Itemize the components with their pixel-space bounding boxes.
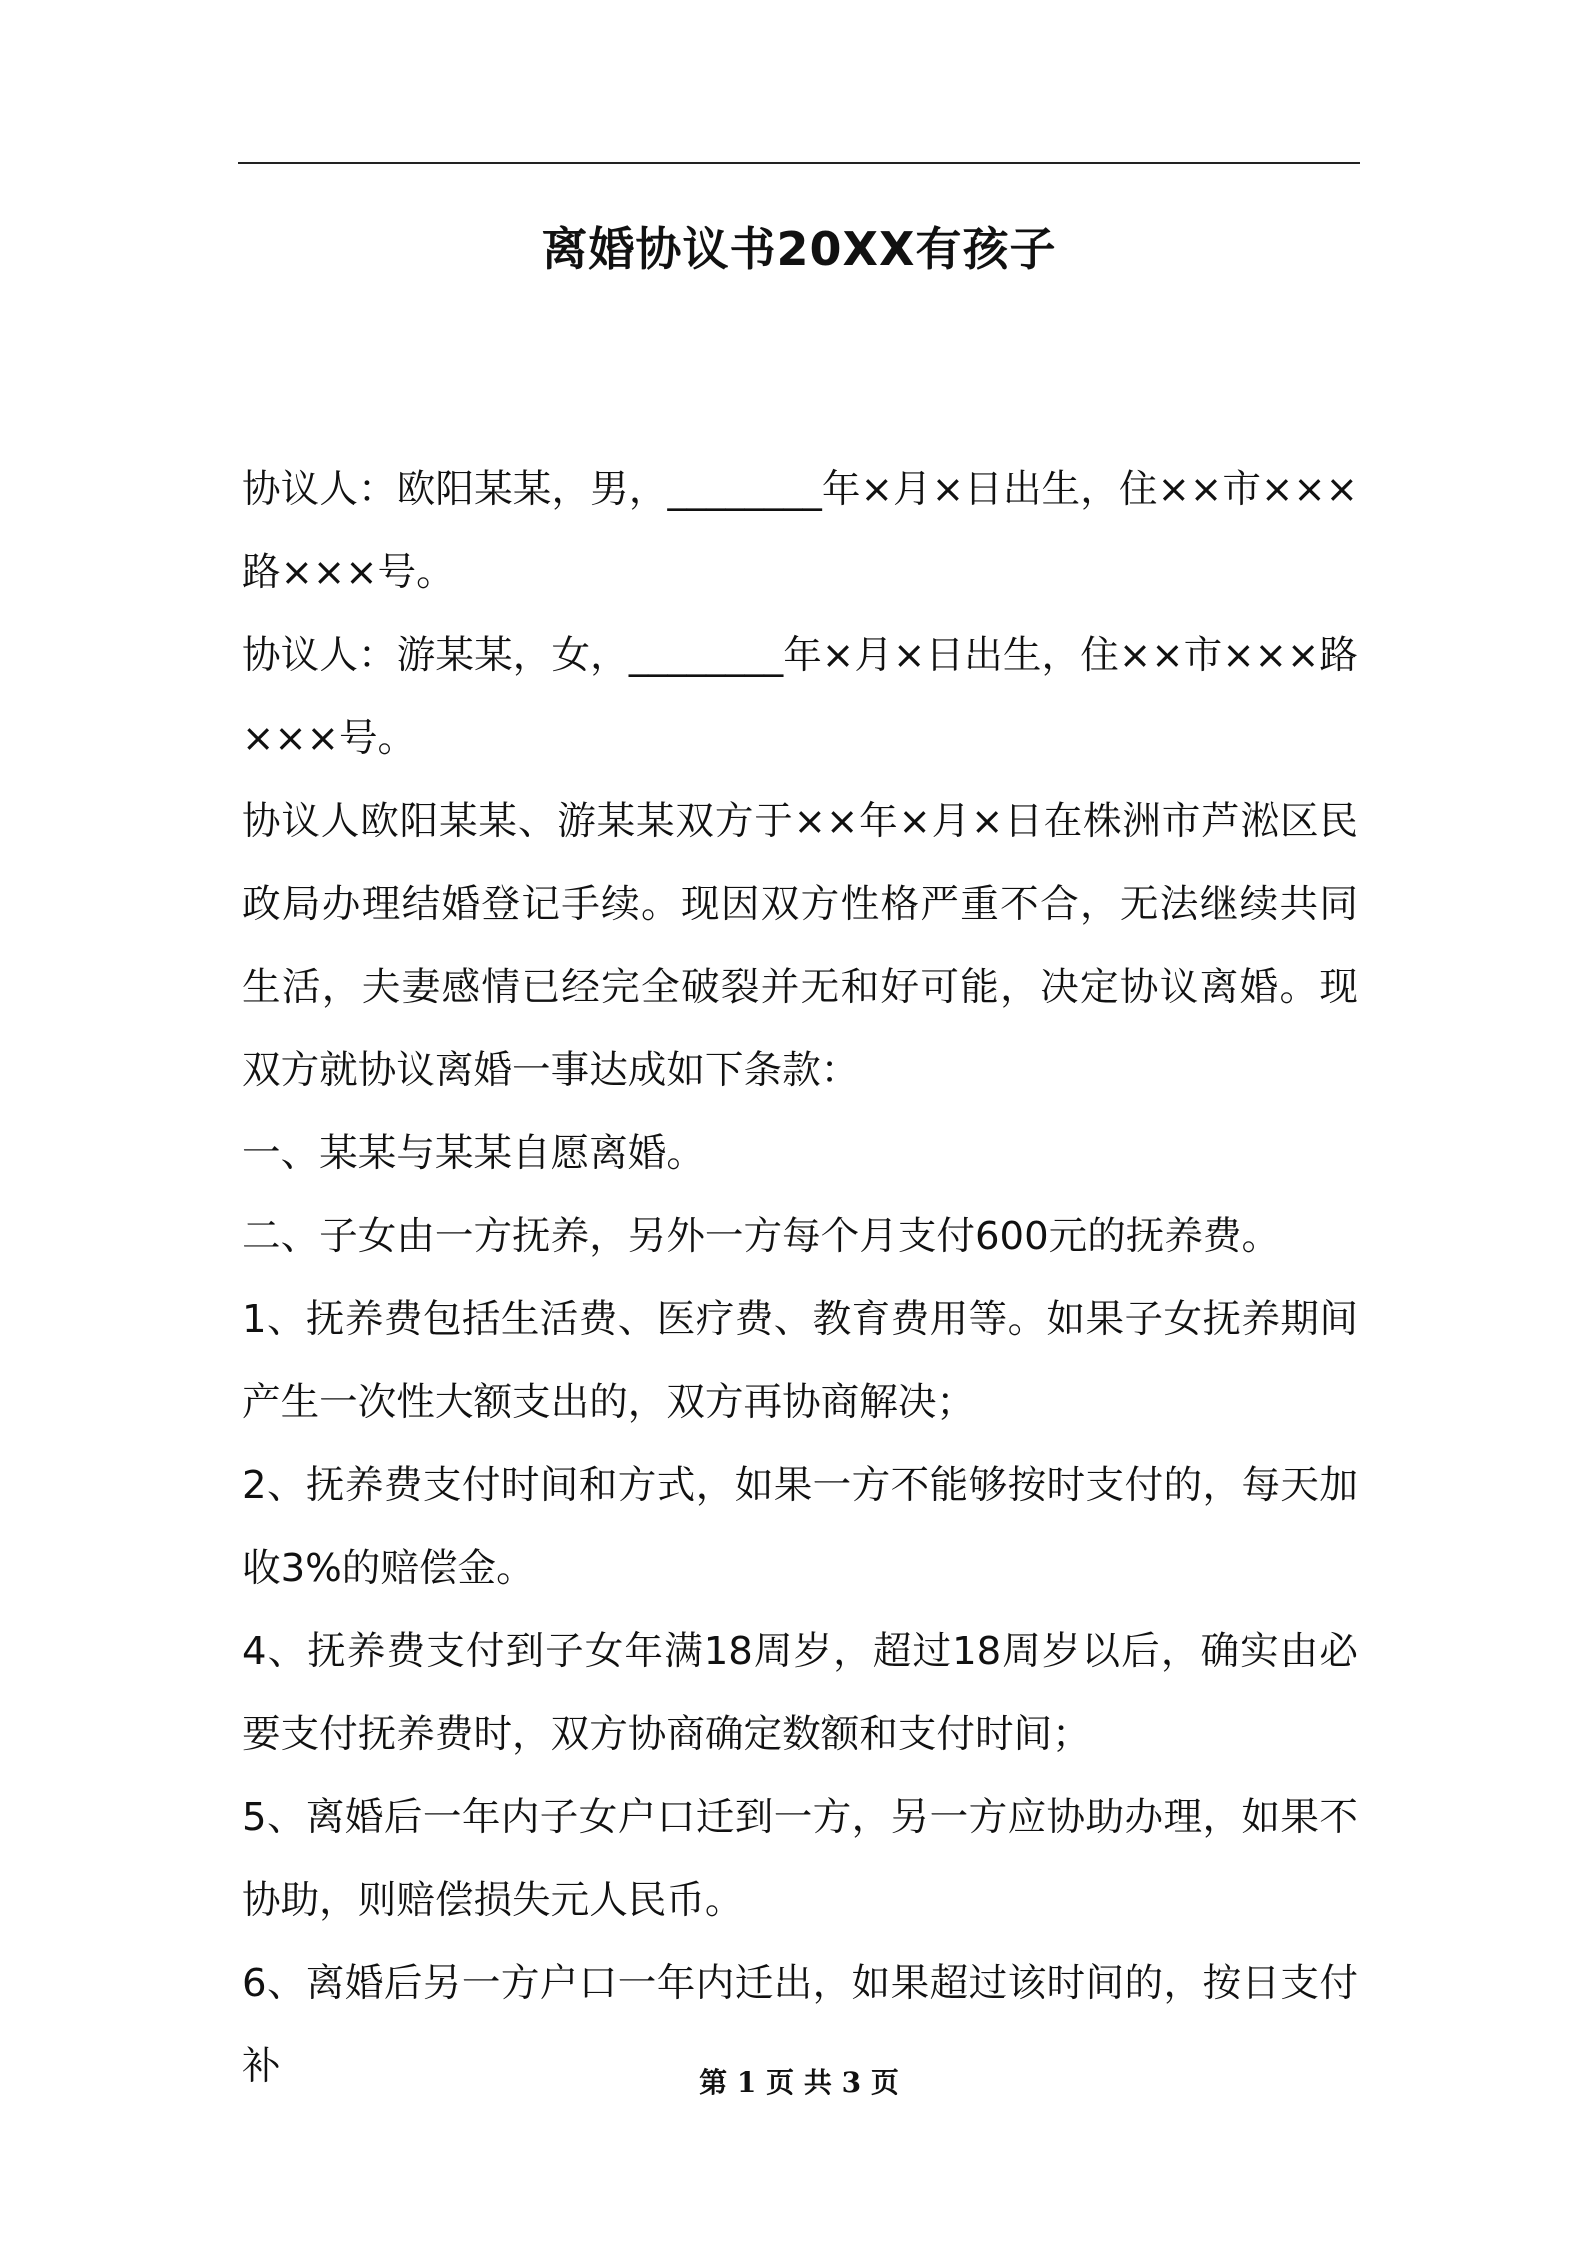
subclause-2-payment: 2、抚养费支付时间和方式，如果一方不能够按时支付的，每天加收3%的赔偿金。: [242, 1463, 1358, 1591]
paragraph-party-female: 协议人：游某某，女，________年×月×日出生，住××市×××路×××号。: [242, 633, 1358, 761]
document-body: [242, 448, 1358, 2108]
subclause-6-household-spouse: 6、离婚后另一方户口一年内迁出，如果超过该时间的，按日支付补: [242, 1961, 1358, 2089]
paragraph-party-male: 协议人：欧阳某某，男，________年×月×日出生，住××市×××路×××号。: [242, 467, 1358, 595]
clause-2-custody: 二、子女由一方抚养，另外一方每个月支付600元的抚养费。: [242, 1214, 1281, 1259]
header-rule: [238, 162, 1360, 164]
clause-1-divorce: 一、某某与某某自愿离婚。: [242, 1131, 705, 1176]
subclause-5-household-child: 5、离婚后一年内子女户口迁到一方，另一方应协助办理，如果不协助，则赔偿损失元人民币。: [242, 1795, 1358, 1923]
page-number-footer: 第 1 页 共 3 页: [699, 2066, 899, 2099]
paragraph-preamble: 协议人欧阳某某、游某某双方于××年×月×日在株洲市芦淞区民政局办理结婚登记手续。现因双方性格严重不合，无法继续共同生活，夫妻感情已经完全破裂并无和好可能，决定协议离婚。现双方就协议离婚一事达成如下条款：: [242, 799, 1358, 1093]
subclause-4-duration: 4、抚养费支付到子女年满18周岁，超过18周岁以后，确实由必要支付抚养费时，双方协商确定数额和支付时间；: [242, 1629, 1358, 1757]
subclause-1-support-scope: 1、抚养费包括生活费、医疗费、教育费用等。如果子女抚养期间产生一次性大额支出的，双方再协商解决；: [242, 1297, 1358, 1425]
document-title: 离婚协议书20XX有孩子: [541, 222, 1057, 276]
